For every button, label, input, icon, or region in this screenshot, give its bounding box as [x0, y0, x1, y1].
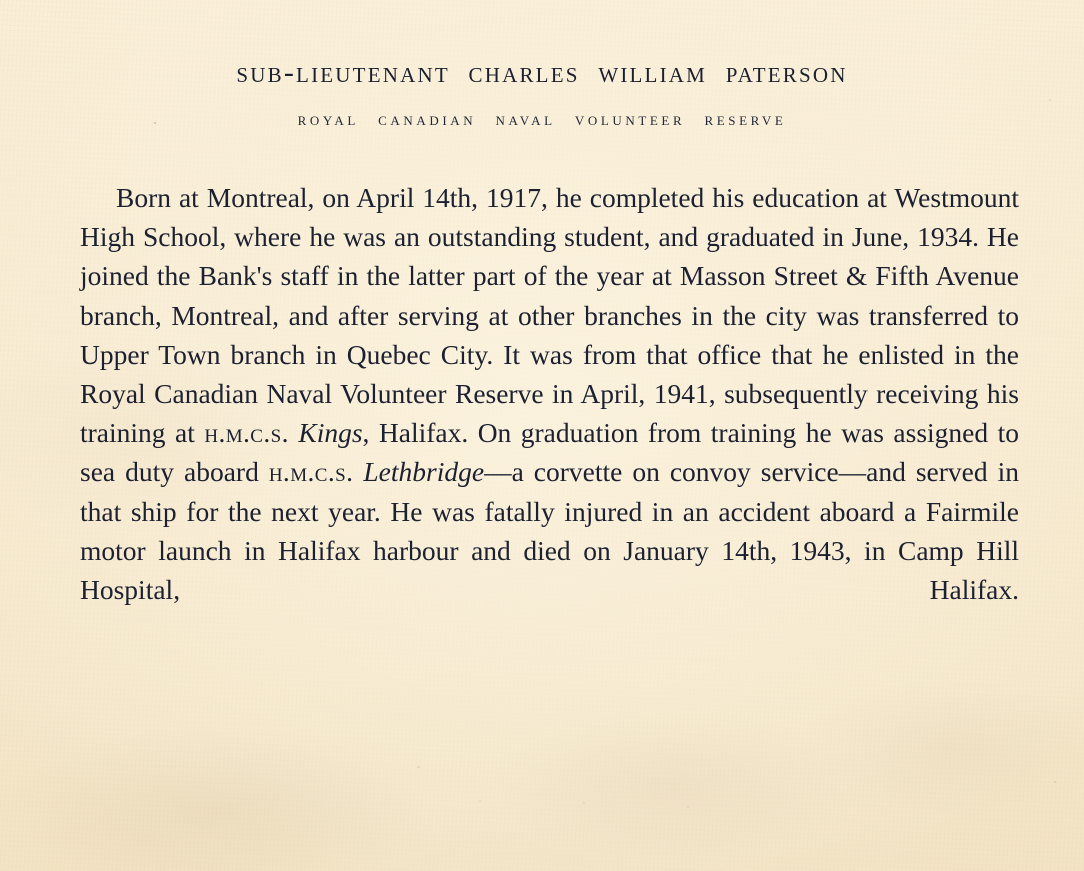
ship-name: Kings [298, 417, 363, 449]
paper-speck [417, 766, 420, 768]
ship-name: Lethbridge [363, 456, 485, 488]
paper-speck [479, 800, 481, 802]
abbreviation-small-caps: h.m.c.s. [268, 456, 354, 488]
page-subtitle: royal canadian naval volunteer reserve [297, 110, 787, 130]
paper-speck [1054, 781, 1056, 783]
paper-speck [583, 802, 585, 804]
page-title: sub-lieutenant charles william paterson [236, 56, 848, 89]
biography-paragraph: Born at Montreal, on April 14th, 1917, he completed his education at Westmount High School, where he was an outstanding student, and graduated in June, 1934. He joined the Bank's staff in the latter part of the year at Masson Street & Fifth Avenue branch, Montreal, and after serving at other branches in the city was transferred to Upper Town branch in Quebec City. It was from that office that he enlisted in the Royal Canadian Naval Volunteer Reserve in April, 1941, subsequently receiving his training at h.m.c.s. Kings, Halifax. On graduation from training he was assigned to sea duty aboard h.m.c.s. Lethbridge—a corvette on convoy service—and served in that ship for the next year. He was fatally injured in an accident aboard a Fairmile motor launch in Halifax harbour and died on January 14th, 1943, in Camp Hill Hospital, Halifax. [80, 182, 1020, 606]
abbreviation-small-caps: h.m.c.s. [204, 417, 289, 449]
heading-block [0, 58, 1084, 130]
paper-speck [687, 806, 689, 808]
biography-text-block [80, 178, 1019, 648]
